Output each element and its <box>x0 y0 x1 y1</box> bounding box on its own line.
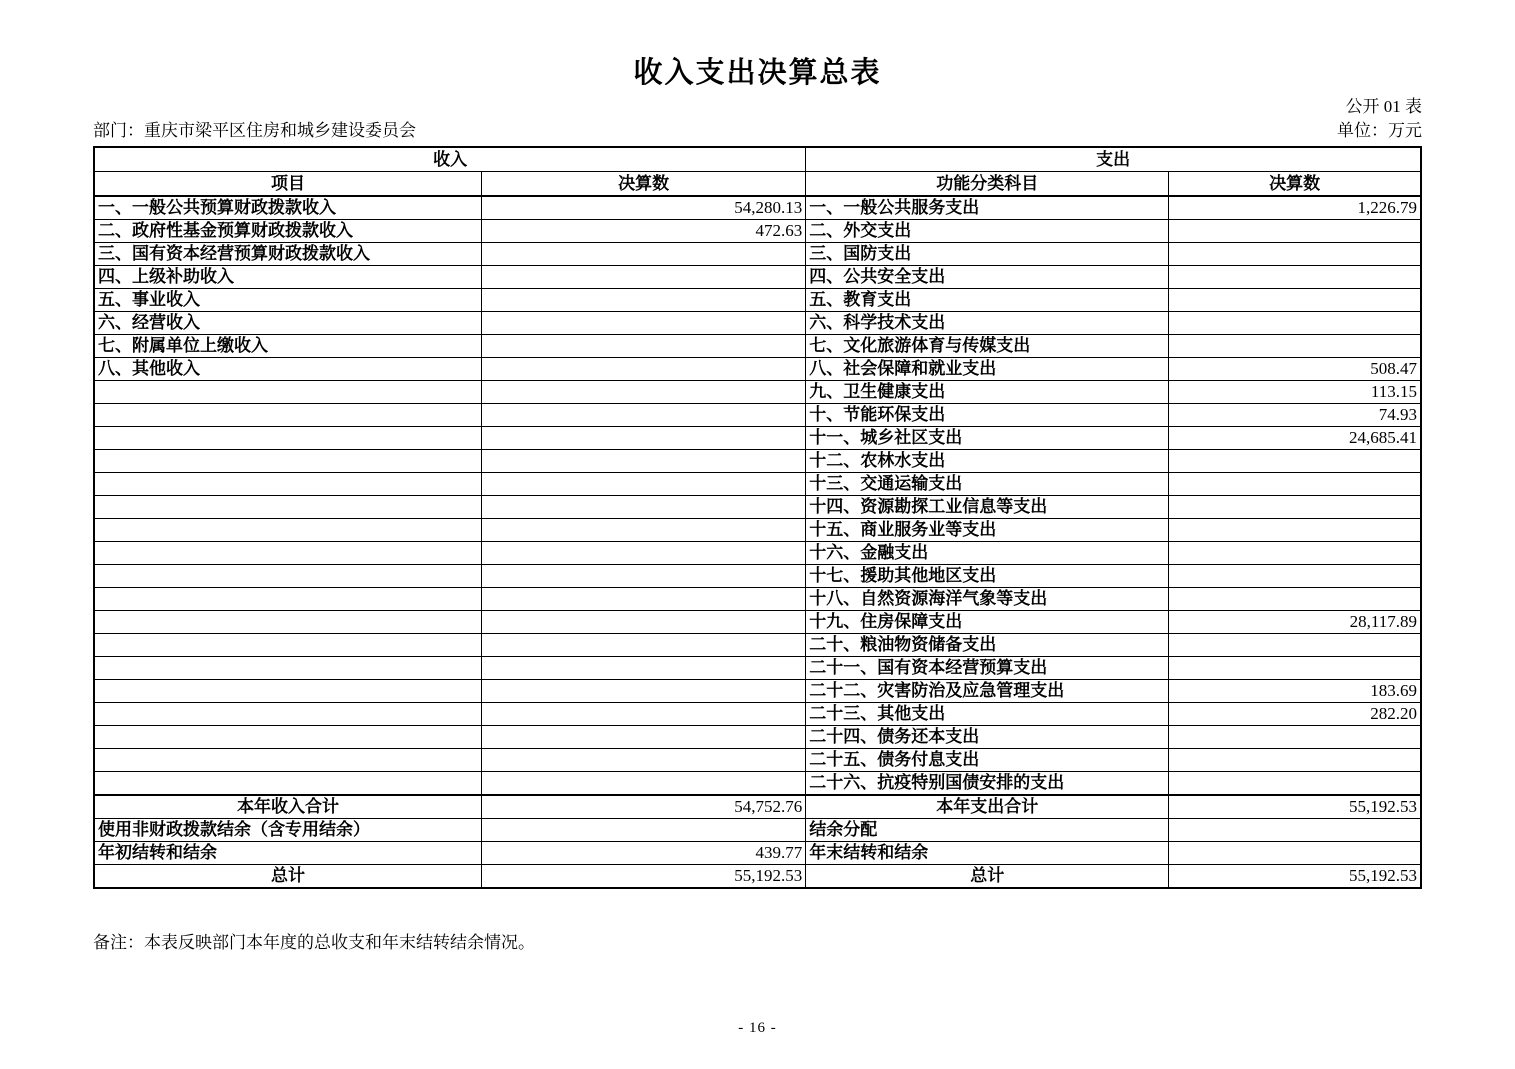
expense-item-cell: 十、节能环保支出 <box>806 404 1169 427</box>
expense-item-cell: 十九、住房保障支出 <box>806 611 1169 634</box>
income-item-cell <box>94 611 481 634</box>
table-row <box>94 381 1421 404</box>
table-row <box>94 266 1421 289</box>
table-row <box>94 243 1421 266</box>
income-item-cell <box>94 634 481 657</box>
income-amount-cell <box>481 588 805 611</box>
unit-label: 单位：万元 <box>1337 121 1422 140</box>
income-item-cell <box>94 542 481 565</box>
income-item-cell: 一、一般公共预算财政拨款收入 <box>94 196 481 220</box>
expense-item-cell: 二十六、抗疫特别国债安排的支出 <box>806 772 1169 796</box>
table-row <box>94 196 1421 220</box>
expense-amount-cell: 55,192.53 <box>1169 795 1421 819</box>
expense-item-cell: 本年支出合计 <box>806 795 1169 819</box>
income-amount-cell <box>481 427 805 450</box>
table-row <box>94 703 1421 726</box>
table-row <box>94 588 1421 611</box>
expense-item-cell: 六、科学技术支出 <box>806 312 1169 335</box>
expense-amount-cell <box>1169 519 1421 542</box>
expense-amount-cell <box>1169 335 1421 358</box>
table-row <box>94 404 1421 427</box>
expense-amount-cell <box>1169 565 1421 588</box>
expense-amount-cell <box>1169 266 1421 289</box>
expense-amount-cell: 55,192.53 <box>1169 865 1421 889</box>
expense-amount-cell: 24,685.41 <box>1169 427 1421 450</box>
table-row <box>94 680 1421 703</box>
income-item-cell: 三、国有资本经营预算财政拨款收入 <box>94 243 481 266</box>
income-amount-cell <box>481 726 805 749</box>
table-row <box>94 427 1421 450</box>
expense-amount-cell <box>1169 243 1421 266</box>
expense-item-cell: 二十三、其他支出 <box>806 703 1169 726</box>
expense-item-cell: 二十、粮油物资储备支出 <box>806 634 1169 657</box>
expense-amount-cell: 183.69 <box>1169 680 1421 703</box>
table-row <box>94 565 1421 588</box>
col-header-income-amount: 决算数 <box>481 172 805 197</box>
expense-amount-cell <box>1169 473 1421 496</box>
expense-item-cell: 三、国防支出 <box>806 243 1169 266</box>
expense-item-cell: 总计 <box>806 865 1169 889</box>
table-row <box>94 726 1421 749</box>
expense-amount-cell: 74.93 <box>1169 404 1421 427</box>
income-item-cell <box>94 703 481 726</box>
income-item-cell: 总计 <box>94 865 481 889</box>
income-amount-cell: 54,280.13 <box>481 196 805 220</box>
expense-amount-cell: 113.15 <box>1169 381 1421 404</box>
table-row <box>94 795 1421 819</box>
section-header-row <box>94 147 1421 172</box>
expense-item-cell: 二十四、债务还本支出 <box>806 726 1169 749</box>
income-amount-cell <box>481 243 805 266</box>
col-header-expense-amount: 决算数 <box>1169 172 1421 197</box>
income-item-cell: 四、上级补助收入 <box>94 266 481 289</box>
expense-item-cell: 十八、自然资源海洋气象等支出 <box>806 588 1169 611</box>
income-item-cell: 本年收入合计 <box>94 795 481 819</box>
income-amount-cell <box>481 404 805 427</box>
table-row <box>94 772 1421 796</box>
expense-item-cell: 十六、金融支出 <box>806 542 1169 565</box>
income-item-cell <box>94 772 481 796</box>
income-item-cell <box>94 450 481 473</box>
income-amount-cell <box>481 634 805 657</box>
expense-item-cell: 八、社会保障和就业支出 <box>806 358 1169 381</box>
income-amount-cell: 439.77 <box>481 842 805 865</box>
table-row <box>94 634 1421 657</box>
table-body-main <box>94 196 1421 795</box>
income-item-cell: 使用非财政拨款结余（含专用结余） <box>94 819 481 842</box>
page-title: 收入支出决算总表 <box>633 57 882 89</box>
expense-item-cell: 二十二、灾害防治及应急管理支出 <box>806 680 1169 703</box>
expense-amount-cell: 1,226.79 <box>1169 196 1421 220</box>
expense-amount-cell: 28,117.89 <box>1169 611 1421 634</box>
expense-item-cell: 结余分配 <box>806 819 1169 842</box>
income-item-cell <box>94 404 481 427</box>
income-amount-cell <box>481 335 805 358</box>
table-row <box>94 289 1421 312</box>
income-item-cell <box>94 519 481 542</box>
expense-item-cell: 十三、交通运输支出 <box>806 473 1169 496</box>
expense-item-cell: 十五、商业服务业等支出 <box>806 519 1169 542</box>
expense-amount-cell <box>1169 726 1421 749</box>
expense-item-cell: 二十五、债务付息支出 <box>806 749 1169 772</box>
page-number: - 16 - <box>738 1020 777 1036</box>
expense-item-cell: 十二、农林水支出 <box>806 450 1169 473</box>
income-amount-cell <box>481 473 805 496</box>
doc-number-label: 公开 01 表 <box>1345 97 1422 116</box>
table-body-summary <box>94 795 1421 888</box>
expense-item-cell: 五、教育支出 <box>806 289 1169 312</box>
column-header-row <box>94 172 1421 197</box>
table-row <box>94 312 1421 335</box>
table-row <box>94 335 1421 358</box>
expense-amount-cell <box>1169 842 1421 865</box>
income-item-cell <box>94 680 481 703</box>
income-item-cell: 五、事业收入 <box>94 289 481 312</box>
table-row <box>94 450 1421 473</box>
department-label: 部门：重庆市梁平区住房和城乡建设委员会 <box>93 121 416 140</box>
expense-amount-cell <box>1169 220 1421 243</box>
expense-item-cell: 年末结转和结余 <box>806 842 1169 865</box>
income-amount-cell <box>481 772 805 796</box>
income-amount-cell: 472.63 <box>481 220 805 243</box>
budget-table-container <box>93 146 1422 889</box>
expense-amount-cell <box>1169 657 1421 680</box>
expense-amount-cell <box>1169 450 1421 473</box>
expense-amount-cell: 282.20 <box>1169 703 1421 726</box>
income-amount-cell <box>481 542 805 565</box>
table-row <box>94 519 1421 542</box>
income-amount-cell <box>481 312 805 335</box>
col-header-expense-item: 功能分类科目 <box>806 172 1169 197</box>
income-amount-cell <box>481 381 805 404</box>
table-row <box>94 358 1421 381</box>
table-row <box>94 496 1421 519</box>
income-item-cell: 二、政府性基金预算财政拨款收入 <box>94 220 481 243</box>
income-amount-cell <box>481 450 805 473</box>
income-amount-cell <box>481 680 805 703</box>
expense-item-cell: 七、文化旅游体育与传媒支出 <box>806 335 1169 358</box>
income-item-cell <box>94 381 481 404</box>
expense-item-cell: 十四、资源勘探工业信息等支出 <box>806 496 1169 519</box>
income-amount-cell <box>481 657 805 680</box>
table-row <box>94 842 1421 865</box>
income-item-cell: 六、经营收入 <box>94 312 481 335</box>
income-amount-cell: 55,192.53 <box>481 865 805 889</box>
table-row <box>94 542 1421 565</box>
income-amount-cell <box>481 496 805 519</box>
budget-summary-table <box>93 146 1422 889</box>
income-amount-cell <box>481 749 805 772</box>
expense-amount-cell <box>1169 819 1421 842</box>
income-amount-cell <box>481 611 805 634</box>
table-row <box>94 749 1421 772</box>
expense-item-cell: 四、公共安全支出 <box>806 266 1169 289</box>
income-item-cell: 年初结转和结余 <box>94 842 481 865</box>
expense-amount-cell <box>1169 496 1421 519</box>
income-item-cell <box>94 588 481 611</box>
expense-amount-cell <box>1169 289 1421 312</box>
expense-item-cell: 一、一般公共服务支出 <box>806 196 1169 220</box>
table-row <box>94 473 1421 496</box>
meta-row <box>93 116 1422 141</box>
expense-item-cell: 十七、援助其他地区支出 <box>806 565 1169 588</box>
expense-amount-cell: 508.47 <box>1169 358 1421 381</box>
income-section-header: 收入 <box>94 147 806 172</box>
income-amount-cell <box>481 519 805 542</box>
table-row <box>94 819 1421 842</box>
expense-item-cell: 二十一、国有资本经营预算支出 <box>806 657 1169 680</box>
income-amount-cell <box>481 703 805 726</box>
income-amount-cell <box>481 289 805 312</box>
income-amount-cell <box>481 819 805 842</box>
income-item-cell: 八、其他收入 <box>94 358 481 381</box>
expense-item-cell: 十一、城乡社区支出 <box>806 427 1169 450</box>
table-row <box>94 865 1421 889</box>
income-amount-cell <box>481 266 805 289</box>
expense-item-cell: 九、卫生健康支出 <box>806 381 1169 404</box>
income-amount-cell: 54,752.76 <box>481 795 805 819</box>
expense-item-cell: 二、外交支出 <box>806 220 1169 243</box>
expense-amount-cell <box>1169 312 1421 335</box>
expense-amount-cell <box>1169 542 1421 565</box>
income-item-cell <box>94 657 481 680</box>
table-row <box>94 611 1421 634</box>
col-header-income-item: 项目 <box>94 172 481 197</box>
expense-section-header: 支出 <box>806 147 1421 172</box>
expense-amount-cell <box>1169 588 1421 611</box>
income-amount-cell <box>481 358 805 381</box>
expense-amount-cell <box>1169 749 1421 772</box>
income-amount-cell <box>481 565 805 588</box>
footnote: 备注：本表反映部门本年度的总收支和年末结转结余情况。 <box>93 933 535 952</box>
expense-amount-cell <box>1169 772 1421 796</box>
table-row <box>94 220 1421 243</box>
expense-amount-cell <box>1169 634 1421 657</box>
income-item-cell <box>94 726 481 749</box>
table-row <box>94 657 1421 680</box>
income-item-cell: 七、附属单位上缴收入 <box>94 335 481 358</box>
income-item-cell <box>94 565 481 588</box>
income-item-cell <box>94 473 481 496</box>
income-item-cell <box>94 427 481 450</box>
income-item-cell <box>94 749 481 772</box>
income-item-cell <box>94 496 481 519</box>
